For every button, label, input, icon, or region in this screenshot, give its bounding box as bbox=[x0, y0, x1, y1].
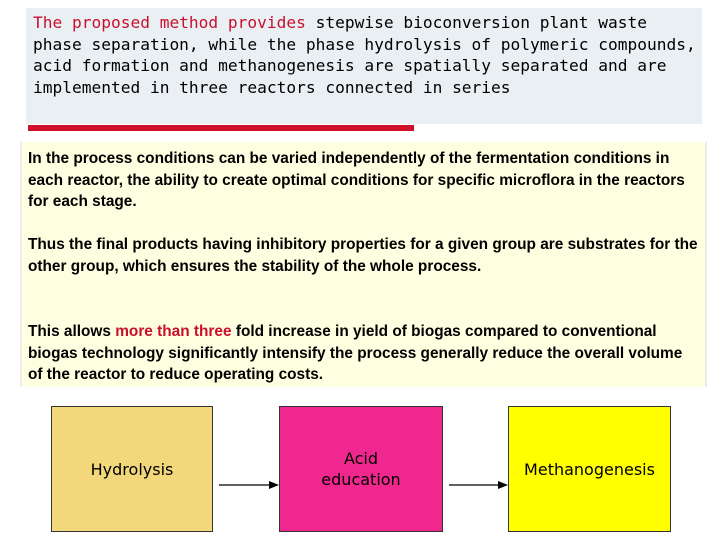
title-highlight: The proposed method provides bbox=[33, 13, 306, 32]
paragraph-biogas-yield bbox=[28, 321, 698, 386]
stage-hydrolysis-box bbox=[51, 406, 213, 532]
title-underline-bar bbox=[28, 125, 414, 131]
paragraph-final-products: Thus the final products having inhibitory properties for a given group are substrates for the other group, which ensures the stability of the whole process. bbox=[28, 236, 698, 275]
arrow-hydrolysis-to-acid bbox=[213, 478, 281, 492]
stage-hydrolysis-label: Hydrolysis bbox=[90, 459, 174, 479]
paragraph-biogas-before: This allows bbox=[28, 323, 116, 340]
title-rest: stepwise bioconversion plant waste phase separation, while the phase hydrolysis of polymeric compounds, acid formation and methanogenesis are spatially separated and are implemented in three reactors connected in series bbox=[33, 13, 696, 97]
stage-acid-box bbox=[279, 406, 443, 532]
slide-title bbox=[33, 12, 703, 98]
stage-methanogenesis-label: Methanogenesis bbox=[524, 459, 655, 479]
stage-acid-label: Acid education bbox=[321, 449, 401, 489]
paragraph-biogas-after: fold increase in yield of biogas compared to conventional biogas technology significantly intensify the process generally reduce the overall volume of the reactor to reduce operating costs. bbox=[28, 323, 683, 383]
paragraph-biogas-highlight: more than three bbox=[115, 323, 232, 340]
paragraph-process-conditions: In the process conditions can be varied independently of the fermentation conditions in each reactor, the ability to create optimal conditions for specific microflora in the reactors for each stage. bbox=[28, 150, 685, 210]
arrow-acid-to-methanogenesis bbox=[443, 478, 510, 492]
stage-methanogenesis-box bbox=[508, 406, 671, 532]
